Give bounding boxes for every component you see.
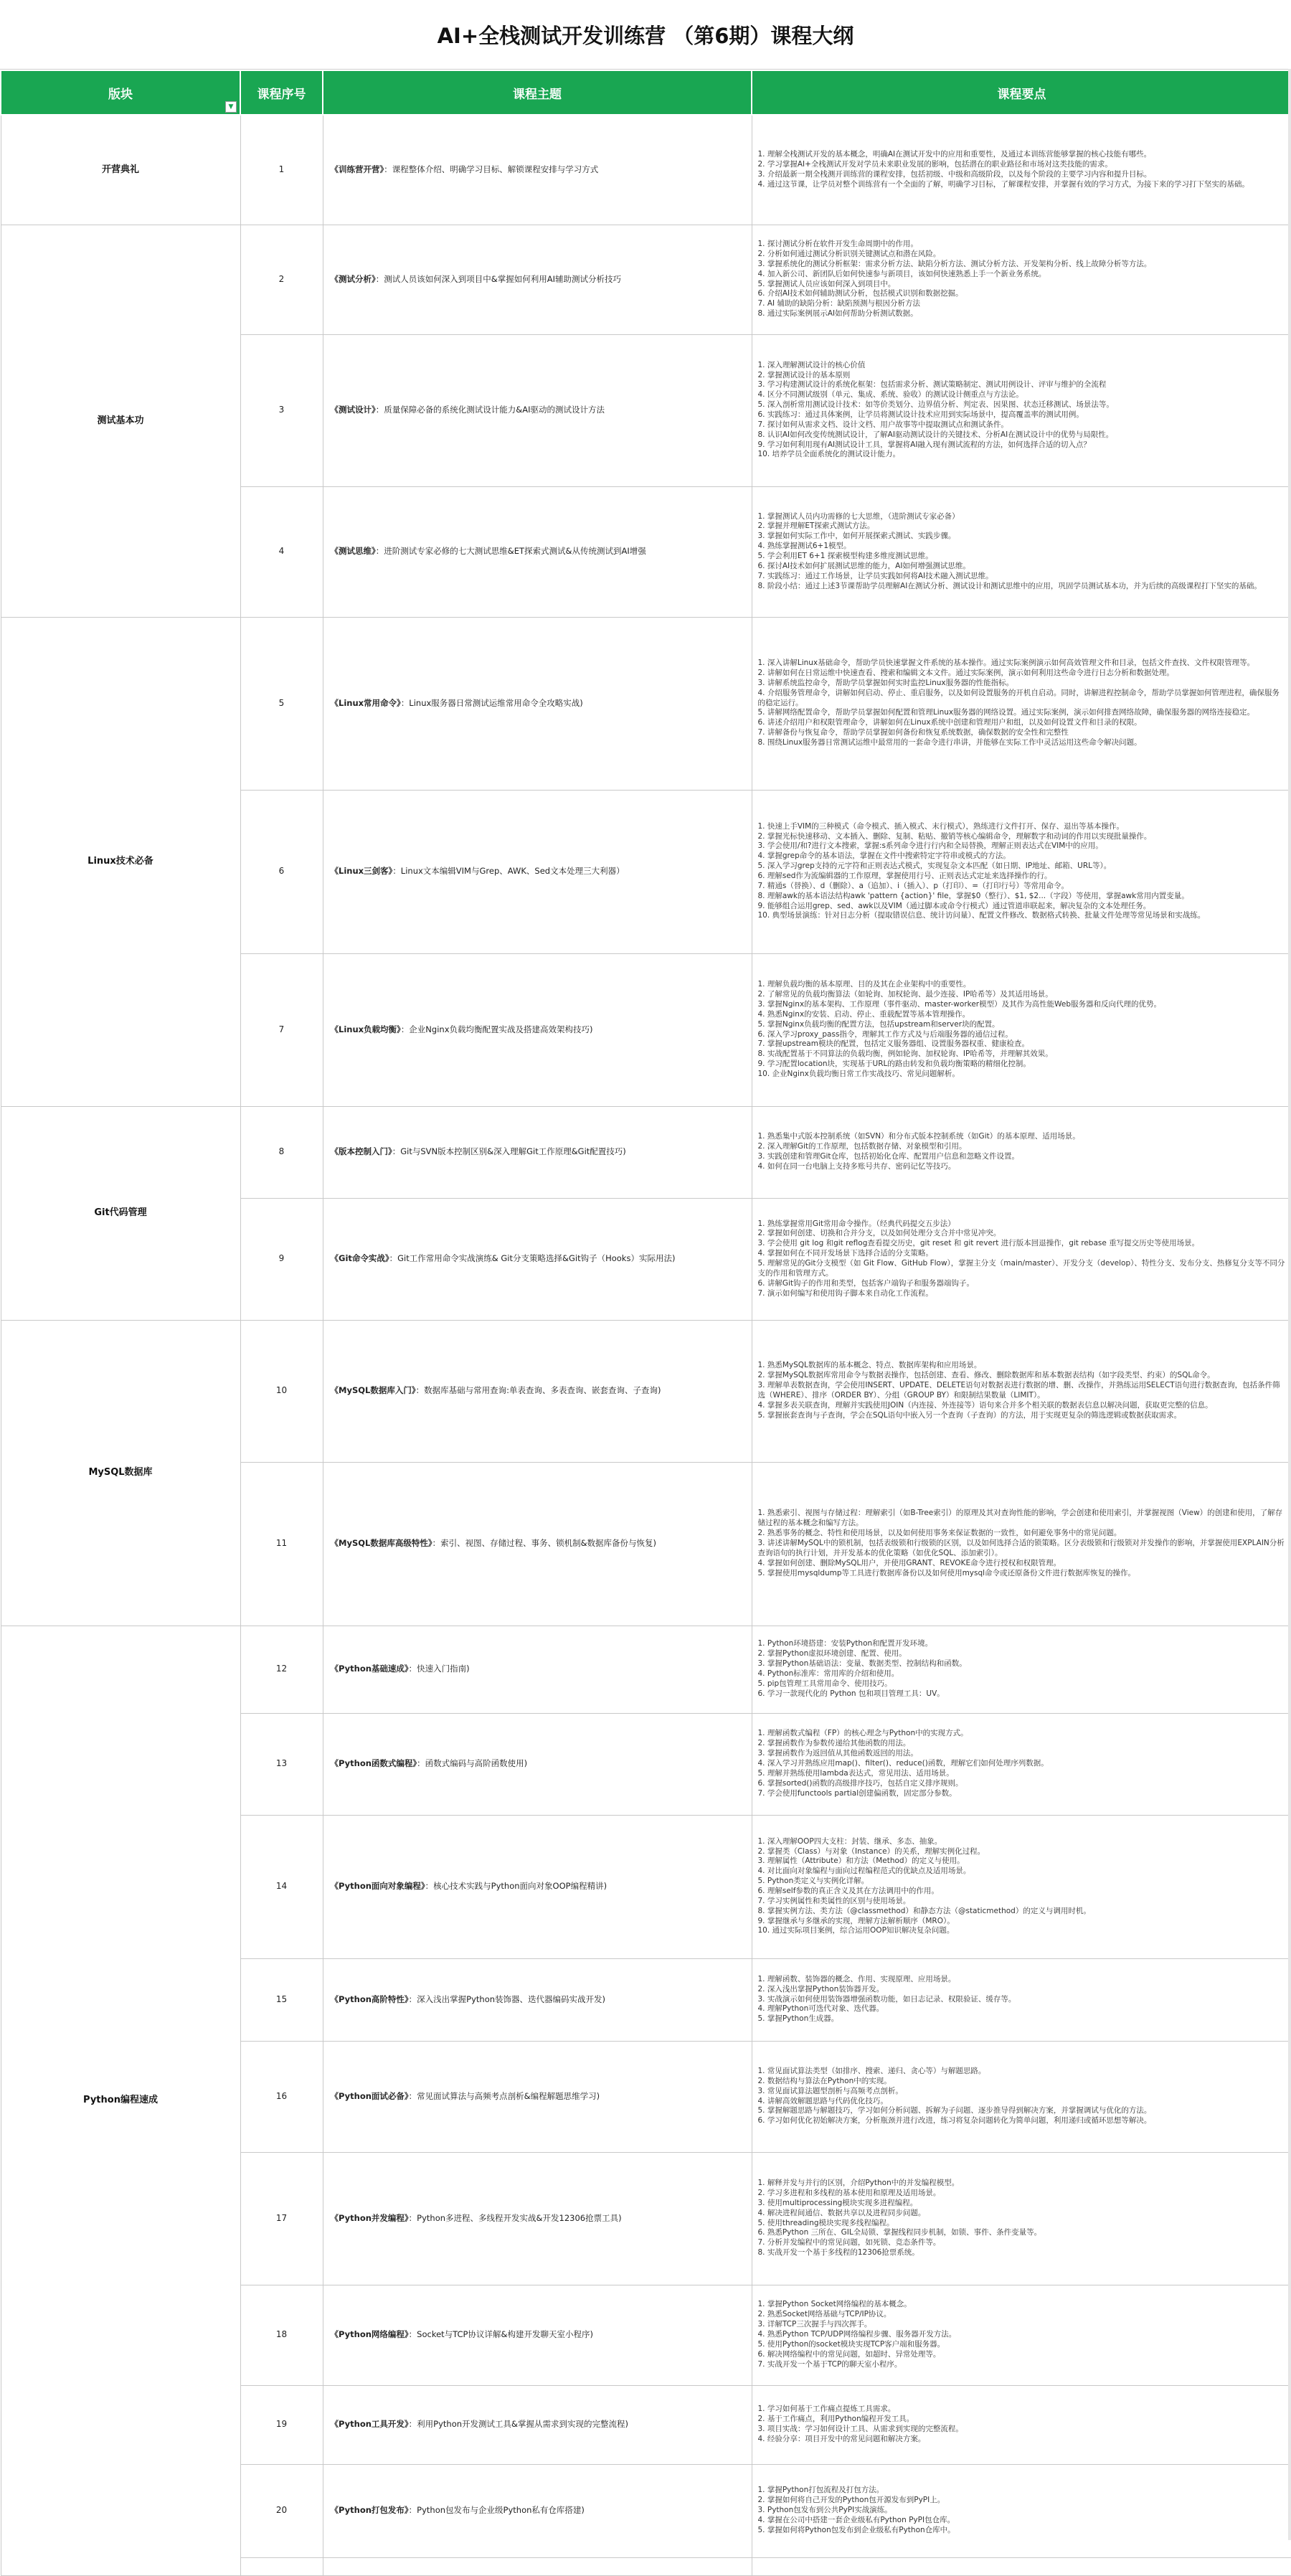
course-topic <box>323 790 752 953</box>
point-item: 5. 掌握如何将Python包发布到企业级私有Python仓库中。 <box>757 2525 955 2534</box>
table-row <box>1 1320 1291 1462</box>
course-topic-desc: ：Linux文本编辑VIM与Grep、AWK、Sed文本处理三大利器） <box>392 866 625 877</box>
point-item: 4. 介绍服务管理命令，讲解如何启动、停止、重启服务，以及如何设置服务的开机自启动。同时，讲解进程控制命令，帮助学员掌握如何管理进程，确保服务的稳定运行。 <box>757 688 1280 707</box>
point-item: 3. 实践创建和管理Git仓库，包括初始化仓库、配置用户信息和忽略文件设置。 <box>757 1152 1020 1161</box>
point-item: 7. 探讨如何从需求文档、设计文档、用户故事等中提取测试点和测试条件。 <box>757 420 1008 429</box>
point-item: 5. 理解常见的Git分支模型（如 Git Flow、GitHub Flow），掌握主分支（main/master）、开发分支（develop）、特性分支、发布分支、热修复分支等不同分支的作用和管理方式。 <box>757 1259 1285 1278</box>
scrollbar[interactable] <box>1288 69 1291 2540</box>
course-topic-title: 《Python基础速成》 <box>330 1664 409 1674</box>
point-item: 2. 掌握如何创建、切换和合并分支，以及如何处理分支合并中常见冲突。 <box>757 1229 1001 1238</box>
course-points <box>752 1106 1291 1198</box>
point-item: 5. 使用Python的socket模块实现TCP客户端和服务器。 <box>757 2339 945 2349</box>
point-item: 4. 熟悉Nginx的安装、启动、停止、重载配置等基本管理操作。 <box>757 1009 970 1019</box>
course-number: 5 <box>240 617 323 790</box>
course-topic <box>323 334 752 486</box>
point-item: 3. 项目实战：学习如何设计工具、从需求到实现的完整流程。 <box>757 2425 963 2433</box>
course-topic-desc: ：Linux服务器日常测试运维常用命令全攻略实战) <box>400 697 583 708</box>
point-item: 9. 学习配置location块，实现基于URL的路由转发和负载均衡策略的精细化控制。 <box>757 1060 1031 1069</box>
course-number: 6 <box>240 790 323 953</box>
course-topic-title: 《测试思维》 <box>330 546 376 557</box>
point-item: 1. 学习如何基于工作痛点提炼工具需求。 <box>757 2405 896 2414</box>
course-topic <box>323 2285 752 2385</box>
point-item: 5. 讲解网络配置命令，帮助学员掌握如何配置和管理Linux服务器的网络设置。通过实际案例，演示如何排查网络故障，确保服务器的网络连接稳定。 <box>757 708 1255 717</box>
point-item: 5. 使用threading模块实现多线程编程。 <box>757 2218 894 2227</box>
point-item: 1. 熟练掌握常用Git常用命令操作。（经典代码提交五步法） <box>757 1219 955 1228</box>
point-item: 4. 经验分享：项目开发中的常见问题和解决方案。 <box>757 2434 926 2443</box>
point-item: 3. 掌握Nginx的基本架构、工作原理（事件驱动、master-worker模型）及其作为高性能Web服务器和反向代理的优势。 <box>757 999 1162 1009</box>
course-topic <box>323 2041 752 2152</box>
course-topic <box>323 617 752 790</box>
course-topic-desc: ：课程整体介绍、明确学习目标、解锁课程安排与学习方式 <box>384 164 599 175</box>
course-topic-desc: ：数据库基础与常用查询:单表查询、多表查询、嵌套查询、子查询) <box>415 1385 661 1396</box>
point-item: 3. 介绍最新一期全栈测开训练营的课程安排，包括初级、中级和高级阶段，以及每个阶段的主要学习内容和提升目标。 <box>757 169 1152 179</box>
point-item: 3. 使用multiprocessing模块实现多进程编程。 <box>757 2198 918 2207</box>
point-item: 7. 掌握upstream模块的配置，包括定义服务器组、设置服务器权重、健康检查。 <box>757 1039 1029 1049</box>
header-number[interactable]: 课程序号 <box>240 70 323 115</box>
course-points <box>752 790 1291 953</box>
point-item: 8. 实战配置基于不同算法的负载均衡，例如轮询、加权轮询、IP哈希等，并理解其效果。 <box>757 1049 1053 1059</box>
course-topic-title: 《Python打包发布》 <box>330 2505 409 2516</box>
section-cell: 开营典礼 <box>1 115 240 225</box>
course-topic-title: 《测试设计》 <box>330 405 376 415</box>
point-item: 8. 认识AI如何改变传统测试设计，了解AI驱动测试设计的关键技术、分析AI在测试设计中的优势与局限性。 <box>757 430 1114 439</box>
point-item: 4. 区分不同测试级别（单元、集成、系统、验收）的测试设计侧重点与方法论。 <box>757 390 1023 400</box>
point-item: 5. 学会利用ET 6+1 探索模型构建多维度测试思维。 <box>757 552 933 560</box>
point-item: 6. 理解self参数的真正含义及其在方法调用中的作用。 <box>757 1887 939 1895</box>
table-row <box>1 1106 1291 1198</box>
point-item: 4. 深入学习并熟练应用map()、filter()、reduce()函数，理解它们如何处理序列数据。 <box>757 1759 1049 1768</box>
point-item: 3. 讲述讲解MySQL中的锁机制，包括表级锁和行级锁的区别，以及如何选择合适的锁策略。区分表级锁和行级锁对并发操作的影响，并掌握使用EXPLAIN分析查询语句的执行计划，并开发基本的优化策略（如优化SQL、添加索引）。 <box>757 1539 1285 1557</box>
course-topic <box>323 2464 752 2557</box>
course-number: 18 <box>240 2285 323 2385</box>
course-points <box>752 1626 1291 1713</box>
point-item: 3. 学会使用/和?进行文本搜索，掌握:s系列命令进行行内和全局替换，理解正则表达式在VIM中的应用。 <box>757 841 1103 851</box>
point-item: 2. 掌握函数作为参数传递给其他函数的用法。 <box>757 1739 911 1748</box>
point-item: 2. 深入理解Git的工作原理，包括数据存储、对象模型和引用。 <box>757 1142 967 1151</box>
course-points <box>752 1320 1291 1462</box>
course-number: 13 <box>240 1713 323 1815</box>
course-topic-desc: ：Socket与TCP协议详解&构建开发聊天室小程序) <box>408 2329 593 2340</box>
point-item: 2. 掌握并理解ET探索式测试方法。 <box>757 522 875 531</box>
course-topic-title: 《Python面向对象编程》 <box>330 1881 425 1892</box>
course-number: 2 <box>240 225 323 334</box>
course-topic <box>323 2557 752 2575</box>
course-topic-title: 《训练营开营》 <box>330 164 384 175</box>
point-item: 2. 掌握MySQL数据库常用命令与数据表操作，包括创建、查看、修改、删除数据库和基本数据表结构（如字段类型、约束）的SQL命令。 <box>757 1371 1215 1380</box>
point-item: 1. 理解函数式编程（FP）的核心理念与Python中的实现方式。 <box>757 1729 968 1738</box>
point-item: 4. 加入新公司、新团队后如何快速参与新项目，该如何快速熟悉上手一个新业务系统。 <box>757 269 1046 278</box>
point-item: 7. 讲解备份与恢复命令，帮助学员掌握如何备份和恢复系统数据，确保数据的安全性和完整性 <box>757 728 1069 737</box>
course-number: 16 <box>240 2041 323 2152</box>
point-item: 7. 实践练习：通过工作场景，让学员实践如何将AI技术融入测试思维。 <box>757 571 993 580</box>
point-item: 1. 熟悉MySQL数据库的基本概念、特点、数据库架构和应用场景。 <box>757 1361 982 1370</box>
point-item: 10. 通过实际项目案例，综合运用OOP知识解决复杂问题。 <box>757 1926 955 1935</box>
course-points <box>752 2152 1291 2285</box>
point-item: 2. 熟悉事务的概念、特性和使用场景，以及如何使用事务来保证数据的一致性，如何避免事务中的常见问题。 <box>757 1529 1122 1538</box>
point-item: 2. 学习多进程和多线程的基本使用和原理及适用场景。 <box>757 2188 941 2197</box>
point-item: 1. 深入理解OOP四大支柱：封装、继承、多态、抽象。 <box>757 1836 942 1846</box>
course-points <box>752 1958 1291 2041</box>
course-topic-desc: ：函数式编码与高阶函数使用) <box>417 1758 528 1769</box>
course-topic <box>323 1198 752 1320</box>
point-item: 3. 理解单表数据查询，学会使用INSERT、UPDATE、DELETE语句对数据表进行数据的增、删、改操作，并熟练运用SELECT语句进行数据查询，包括条件筛选（WHERE）、排序（ORDER BY）、分组（GROUP BY）和限制结果数量（LIMIT）。 <box>757 1381 1280 1400</box>
course-topic <box>323 2152 752 2285</box>
course-topic-desc: ：Git与SVN版本控制区别&深入理解Git工作原理&Git配置技巧) <box>392 1146 626 1157</box>
point-item: 7. 分析并发编程中的常见问题，如死锁、竞态条件等。 <box>757 2238 941 2247</box>
point-item: 2. 了解常见的负载均衡算法（如轮询、加权轮询、最少连接、IP哈希等）及其适用场景。 <box>757 990 1053 999</box>
course-topic-title: 《Linux常用命令》 <box>330 697 401 708</box>
course-topic <box>323 225 752 334</box>
point-item: 1. 深入讲解Linux基础命令，帮助学员快速掌握文件系统的基本操作。通过实际案例演示如何高效管理文件和目录，包括文件查找、文件权限管理等。 <box>757 659 1255 668</box>
point-item: 8. 实战开发一个基于多线程的12306抢票系统。 <box>757 2248 919 2257</box>
course-topic-desc: ：质量保障必备的系统化测试设计能力&AI驱动的测试设计方法 <box>375 405 605 415</box>
point-item: 2. 掌握光标快速移动、文本插入、删除、复制、粘贴、撤销等核心编辑命令，理解数字和动词的作用以实现批量操作。 <box>757 831 1152 841</box>
point-item: 5. 深入剖析常用测试设计技术：如等价类划分、边界值分析、判定表、因果图、状态迁移测试、场景法等。 <box>757 400 1114 410</box>
point-item: 7. 学习实例属性和类属性的区别与使用场景。 <box>757 1896 911 1905</box>
course-topic <box>323 953 752 1106</box>
point-item: 3. 详解TCP三次握手与四次挥手。 <box>757 2320 872 2329</box>
course-number: 19 <box>240 2385 323 2464</box>
course-number: 17 <box>240 2152 323 2285</box>
point-item: 7. 实战开发一个基于TCP的聊天室小程序。 <box>757 2359 902 2369</box>
point-item: 6. 讲解Git钩子的作用和类型，包括客户端钩子和服务器端钩子。 <box>757 1278 975 1288</box>
point-item: 1. 探讨测试分析在软件开发生命周期中的作用。 <box>757 240 918 249</box>
course-topic-title: 《Python并发编程》 <box>330 2212 409 2223</box>
course-topic-desc: ：深入浅出掌握Python装饰器、迭代器编码实战开发) <box>408 1994 606 2004</box>
course-topic <box>323 1626 752 1713</box>
point-item: 9. 能够组合运用grep、sed、awk以及VIM（通过脚本或命令行模式）通过管道串联起来，解决复杂的文本处理任务。 <box>757 901 1151 910</box>
course-topic <box>323 486 752 617</box>
point-item: 1. Python环境搭建：安装Python和配置开发环境。 <box>757 1639 933 1648</box>
point-item: 1. 理解负载均衡的基本原理、目的及其在企业架构中的重要性。 <box>757 980 971 989</box>
point-item: 2. 掌握如何将自己开发的Python包开源发布到PyPI上。 <box>757 2496 945 2505</box>
point-item: 3. 掌握系统化的测试分析框架：需求分析方法、缺陷分析方法、测试分析方法、开发架构分析、线上故障分析等方法。 <box>757 259 1152 268</box>
point-item: 3. 常见面试算法题型剖析与高频考点剖析。 <box>757 2086 903 2095</box>
course-topic-desc: ：Git工作常用命令实战演练& Git分支策略选择&Git钩子（Hooks）实际用法) <box>389 1253 676 1264</box>
point-item: 6. 深入学习proxy_pass指令，理解其工作方式及与后端服务器的通信过程。 <box>757 1029 1013 1039</box>
point-item: 5. 掌握使用mysqldump等工具进行数据库备份以及如何使用mysql命令或还原备份文件进行数据库恢复的操作。 <box>757 1568 1136 1577</box>
section-cell: Linux技术必备 <box>1 617 240 1106</box>
course-topic-title: 《Python高阶特性》 <box>330 1994 409 2004</box>
point-item: 3. 掌握函数作为返回值从其他函数返回的用法。 <box>757 1749 918 1758</box>
point-item: 2. 掌握Python虚拟环境创建、配置、使用。 <box>757 1649 907 1659</box>
course-points <box>752 2557 1291 2575</box>
point-item: 3. 实战演示如何使用装饰器增强函数功能，如日志记录、权限验证、缓存等。 <box>757 1994 1016 2004</box>
point-item: 5. 掌握Nginx负载均衡的配置方法，包括upstream和server块的配置。 <box>757 1019 1000 1029</box>
course-points <box>752 334 1291 486</box>
point-item: 4. 熟练掌握测试6+1模型。 <box>757 542 851 551</box>
point-item: 3. 学会使用 git log 和git reflog查看提交历史，git reset 和 git revert 进行版本回退操作，git rebase 重写提交历史等使用场景。 <box>757 1239 1200 1248</box>
point-item: 2. 分析如何通过测试分析识别关键测试点和潜在风险。 <box>757 249 941 258</box>
section-cell: Python编程速成 <box>1 1626 240 2575</box>
course-points <box>752 2385 1291 2464</box>
point-item: 6. 学习如何优化初始解决方案，分析瓶颈并进行改进，练习将复杂问题转化为简单问题，利用递归或循环思想等解决。 <box>757 2116 1152 2126</box>
course-topic-title: 《Python网络编程》 <box>330 2329 409 2340</box>
curriculum-table <box>0 70 1291 2576</box>
table-header-row <box>1 70 1291 115</box>
course-topic-title: 《测试分析》 <box>330 273 376 284</box>
course-topic-title: 《MySQL数据库入门》 <box>330 1385 416 1396</box>
point-item: 4. Python标准库：常用库的介绍和使用。 <box>757 1669 899 1678</box>
course-number: 10 <box>240 1320 323 1462</box>
point-item: 3. 讲解系统监控命令，帮助学员掌握如何实时监控Linux服务器的性能指标。 <box>757 678 1014 687</box>
point-item: 5. 理解并熟练使用lambda表达式，常见用法、适用场景。 <box>757 1768 954 1778</box>
point-item: 7. 演示如何编写和使用钩子脚本来自动化工作流程。 <box>757 1288 933 1298</box>
course-topic <box>323 115 752 225</box>
page-title: AI+全栈测试开发训练营 （第6期）课程大纲 <box>0 0 1291 70</box>
course-topic-desc: ：企业Nginx负载均衡配置实战及搭建高效架构技巧) <box>400 1024 593 1034</box>
point-item: 4. 如何在同一台电脑上支持多账号共存、密码记忆等技巧。 <box>757 1161 956 1171</box>
point-item: 4. 讲解高效解题思路与代码优化技巧。 <box>757 2096 888 2105</box>
course-topic <box>323 1713 752 1815</box>
point-item: 2. 深入浅出掌握Python装饰器开发。 <box>757 1984 884 1994</box>
course-topic-title: 《Git命令实战》 <box>330 1253 389 1264</box>
point-item: 2. 掌握类（Class）与对象（Instance）的关系，理解实例化过程。 <box>757 1846 985 1856</box>
point-item: 9. 学习如何利用现有AI测试设计工具，掌握将AI融入现有测试流程的方法，如何选择合适的切入点？ <box>757 440 1091 449</box>
point-item: 7. AI 辅助的缺陷分析：缺陷预测与根因分析方法 <box>757 299 920 308</box>
point-item: 10. 培养学员全面系统化的测试设计能力。 <box>757 450 901 459</box>
point-item: 7. 学会使用functools partial创建偏函数，固定部分参数。 <box>757 1788 957 1798</box>
point-item: 3. Python包发布到公共PyPI实战演练。 <box>757 2506 892 2515</box>
course-number: 4 <box>240 486 323 617</box>
point-item: 10. 典型场景演练：针对日志分析（提取错误信息、统计访问量）、配置文件修改、数据格式转换、批量文件处理等常见场景和实战练。 <box>757 911 1206 920</box>
point-item: 6. 探讨AI技术如何扩展测试思维的能力，AI如何增强测试思维。 <box>757 561 970 570</box>
point-item: 4. 掌握多表关联查询，理解并实践使用JOIN（内连接、外连接等）语句来合并多个相关联的数据表信息以解决问题，获取更完整的信息。 <box>757 1400 1213 1410</box>
point-item: 4. 对比面向对象编程与面向过程编程范式的优缺点及适用场景。 <box>757 1867 971 1876</box>
point-item: 6. 掌握sorted()函数的高级排序技巧，包括自定义排序规则。 <box>757 1778 963 1788</box>
point-item: 2. 掌握测试设计的基本原则 <box>757 370 851 379</box>
table-row <box>1 617 1291 790</box>
point-item: 6. 学习一款现代化的 Python 包和项目管理工具：UV。 <box>757 1689 945 1698</box>
point-item: 9. 掌握继承与多继承的实现，理解方法解析顺序（MRO）。 <box>757 1916 955 1925</box>
point-item: 10. 企业Nginx负载均衡日常工作实战技巧、常见问题解析。 <box>757 1069 960 1078</box>
section-cell: MySQL数据库 <box>1 1320 240 1626</box>
course-topic <box>323 2385 752 2464</box>
course-topic-title: 《Python工具开发》 <box>330 2419 409 2430</box>
course-number <box>240 2557 323 2575</box>
point-item: 1. 理解全栈测试开发的基本概念，明确AI在测试开发中的应用和重要性，及通过本训练营能够掌握的核心技能有哪些。 <box>757 150 1152 159</box>
course-points <box>752 2285 1291 2385</box>
filter-icon[interactable]: ▼ <box>225 101 237 113</box>
table-row <box>1 225 1291 334</box>
course-number: 3 <box>240 334 323 486</box>
course-topic <box>323 1462 752 1626</box>
point-item: 8. 掌握实例方法、类方法（@classmethod）和静态方法（@staticmethod）的定义与调用时机。 <box>757 1906 1091 1915</box>
course-number: 11 <box>240 1462 323 1626</box>
course-points <box>752 2041 1291 2152</box>
header-section[interactable]: 版块 ▼ <box>1 70 240 115</box>
point-item: 5. 掌握嵌套查询与子查询，学会在SQL语句中嵌入另一个查询（子查询）的方法，用于实现更复杂的筛选逻辑或数据获取需求。 <box>757 1410 1182 1420</box>
course-topic-desc: ：测试人员该如何深入到项目中&掌握如何利用AI辅助测试分析技巧 <box>375 273 621 284</box>
point-item: 2. 数据结构与算法在Python中的实现。 <box>757 2076 892 2085</box>
point-item: 2. 学习掌握AI+全栈测试开发对学员未来职业发展的影响，包括潜在的职业路径和市场对这类技能的需求。 <box>757 159 1112 169</box>
header-topic[interactable]: 课程主题 <box>323 70 752 115</box>
course-topic-title: 《版本控制入门》 <box>330 1146 392 1157</box>
course-points <box>752 2464 1291 2557</box>
point-item: 1. 掌握测试人员内功需修的七大思维，（进阶测试专家必备） <box>757 511 960 521</box>
point-item: 5. Python类定义与实例化详解。 <box>757 1877 869 1886</box>
course-topic-desc: ：利用Python开发测试工具&掌握从需求到实现的完整流程) <box>408 2419 628 2430</box>
point-item: 4. 掌握如何创建、删除MySQL用户，并使用GRANT、REVOKE命令进行授权和权限管理。 <box>757 1558 1061 1567</box>
course-topic-title: 《MySQL数据库高级特性》 <box>330 1538 432 1549</box>
course-number: 12 <box>240 1626 323 1713</box>
course-number: 8 <box>240 1106 323 1198</box>
course-topic-title: 《Linux负载均衡》 <box>330 1024 401 1034</box>
course-topic <box>323 1320 752 1462</box>
course-number: 9 <box>240 1198 323 1320</box>
course-topic-desc: ：进阶测试专家必修的七大测试思维&ET探索式测试&从传统测试到AI增强 <box>375 546 646 557</box>
point-item: 2. 讲解如何在日常运维中快速查看、搜索和编辑文本文件。通过实际案例，演示如何利用这些命令进行日志分析和数据处理。 <box>757 668 1174 677</box>
course-topic-desc: ：核心技术实践与Python面向对象OOP编程精讲) <box>425 1881 607 1892</box>
course-topic <box>323 1815 752 1958</box>
point-item: 5. 掌握Python生成器。 <box>757 2014 839 2024</box>
course-topic-desc: ：常见面试算法与高频考点剖析&编程解题思维学习) <box>408 2090 600 2101</box>
section-cell: 测试基本功 <box>1 225 240 617</box>
point-item: 6. 理解sed作为流编辑器的工作原理，掌握使用行号、正则表达式定址来选择操作的行。 <box>757 872 1052 880</box>
course-points <box>752 225 1291 334</box>
course-topic-desc: ：索引、视图、存储过程、事务、锁机制&数据库备份与恢复) <box>432 1538 657 1549</box>
point-item: 7. 精通s（替换）、d（删除）、a（追加）、i（插入）、p（打印）、=（打印行号）等常用命令。 <box>757 881 1069 890</box>
point-item: 5. 深入学习grep支持的元字符和正则表达式模式，实现复杂文本匹配（如日期、IP地址、邮箱、URL等）。 <box>757 862 1112 871</box>
course-topic-title: 《Python面试必备》 <box>330 2090 409 2101</box>
point-item: 4. 解决进程间通信、数据共享以及进程同步问题。 <box>757 2208 926 2217</box>
course-points <box>752 1713 1291 1815</box>
point-item: 8. 通过实际案例展示AI如何帮助分析测试数据。 <box>757 309 918 319</box>
course-points <box>752 1198 1291 1320</box>
point-item: 4. 掌握在公司中搭建一套企业级私有Python PyPI包仓库。 <box>757 2515 955 2524</box>
point-item: 6. 熟悉Python 三所在、GIL全局锁、掌握线程同步机制，如锁、事件、条件变量等。 <box>757 2228 1042 2237</box>
section-cell: Git代码管理 <box>1 1106 240 1320</box>
course-number: 20 <box>240 2464 323 2557</box>
point-item: 1. 理解函数、装饰器的概念、作用、实现原理、应用场景。 <box>757 1974 956 1983</box>
point-item: 3. 掌握如何实际工作中，如何开展探索式测试、实践步骤。 <box>757 532 956 541</box>
point-item: 1. 熟悉集中式版本控制系统（如SVN）和分布式版本控制系统（如Git）的基本原理、适用场景。 <box>757 1132 1080 1141</box>
point-item: 3. 掌握Python基础语法：变量、数据类型、控制结构和函数。 <box>757 1659 967 1669</box>
course-number: 1 <box>240 115 323 225</box>
point-item: 1. 快速上手VIM的三种模式（命令模式、插入模式、末行模式），熟练进行文件打开、保存、退出等基本操作。 <box>757 821 1124 831</box>
course-topic <box>323 1106 752 1198</box>
course-number: 7 <box>240 953 323 1106</box>
point-item: 1. 解释并发与并行的区别，介绍Python中的并发编程模型。 <box>757 2179 960 2188</box>
course-points <box>752 115 1291 225</box>
header-points[interactable]: 课程要点 <box>752 70 1291 115</box>
point-item: 4. 掌握如何在不同开发场景下选择合适的分支策略。 <box>757 1249 933 1258</box>
point-item: 5. 掌握解题思路与解题技巧，学习如何分析问题、拆解为子问题、逐步推导得到解决方案，并掌握调试与优化的方法。 <box>757 2106 1152 2115</box>
point-item: 8. 理解awk的基本语法结构awk 'pattern {action}' file，掌握$0（整行）、$1, $2...（字段）等使用，掌握awk常用内置变量。 <box>757 891 1189 900</box>
course-points <box>752 953 1291 1106</box>
point-item: 1. 掌握Python打包流程及打包方法。 <box>757 2486 884 2495</box>
point-item: 6. 讲述介绍用户和权限管理命令，讲解如何在Linux系统中创建和管理用户和组，以及如何设置文件和目录的权限。 <box>757 718 1142 727</box>
course-topic-title: 《Python函数式编程》 <box>330 1758 417 1769</box>
point-item: 4. 掌握grep命令的基本语法，掌握在文件中搜索特定字符串或模式的方法。 <box>757 851 1011 861</box>
point-item: 4. 熟悉Python TCP/UDP网络编程步骤、服务器开发方法。 <box>757 2330 957 2339</box>
course-topic <box>323 1958 752 2041</box>
point-item: 5. 掌握测试人员应该如何深入到项目中。 <box>757 279 896 288</box>
course-topic-desc: ：快速入门指南) <box>408 1664 470 1674</box>
point-item: 8. 围绕Linux服务器日常测试运维中最常用的一套命令进行串讲，并能够在实际工作中灵活运用这些命令解决问题。 <box>757 738 1142 747</box>
point-item: 4. 通过这节课，让学员对整个训练营有一个全面的了解，明确学习目标，了解课程安排，并掌握有效的学习方式，为接下来的学习打下坚实的基础。 <box>757 179 1249 189</box>
point-item: 3. 理解属性（Attribute）和方法（Method）的定义与使用。 <box>757 1856 965 1866</box>
course-topic-title: 《Linux三剑客》 <box>330 866 393 877</box>
course-number: 15 <box>240 1958 323 2041</box>
point-item: 3. 学习构建测试设计的系统化框架：包括需求分析、测试策略制定、测试用例设计、评审与维护的全流程 <box>757 380 1107 390</box>
point-item: 4. 理解Python可迭代对象、迭代器。 <box>757 2004 884 2014</box>
point-item: 1. 掌握Python Socket网络编程的基本概念。 <box>757 2300 912 2309</box>
course-points <box>752 1815 1291 1958</box>
point-item: 1. 常见面试算法类型（如排序、搜索、递归、贪心等）与解题思路。 <box>757 2066 986 2075</box>
table-row <box>1 115 1291 225</box>
course-topic-desc: ：Python包发布与企业级Python私有仓库搭建) <box>408 2505 585 2516</box>
point-item: 1. 熟悉索引、视图与存储过程：理解索引（如B-Tree索引）的原理及其对查询性能的影响，学会创建和使用索引，并掌握视图（View）的创建和使用，了解存储过程的基本概念和编写方法。 <box>757 1509 1283 1528</box>
course-points <box>752 1462 1291 1626</box>
course-points <box>752 617 1291 790</box>
point-item: 2. 基于工作痛点，利用Python编程开发工具。 <box>757 2415 914 2424</box>
point-item: 5. pip包管理工具常用命令、使用技巧。 <box>757 1679 892 1688</box>
point-item: 8. 阶段小结：通过上述3节课帮助学员理解AI在测试分析、测试设计和测试思维中的应用，巩固学员测试基本功，并为后续的高级课程打下坚实的基础。 <box>757 581 1262 590</box>
course-points <box>752 486 1291 617</box>
point-item: 6. 介绍AI技术如何辅助测试分析，包括模式识别和数据挖掘。 <box>757 289 963 298</box>
course-number: 14 <box>240 1815 323 1958</box>
point-item: 1. 深入理解测试设计的核心价值 <box>757 360 866 369</box>
course-topic-desc: ：Python多进程、多线程开发实战&开发12306抢票工具) <box>408 2212 622 2223</box>
point-item: 6. 解决网络编程中的常见问题，如超时、异常处理等。 <box>757 2349 941 2359</box>
table-row <box>1 1626 1291 1713</box>
point-item: 2. 熟悉Socket网络基础与TCP/IP协议。 <box>757 2310 892 2319</box>
point-item: 6. 实践练习：通过具体案例，让学员将测试设计技术应用到实际场景中，提高覆盖率的测试用例。 <box>757 410 1084 419</box>
